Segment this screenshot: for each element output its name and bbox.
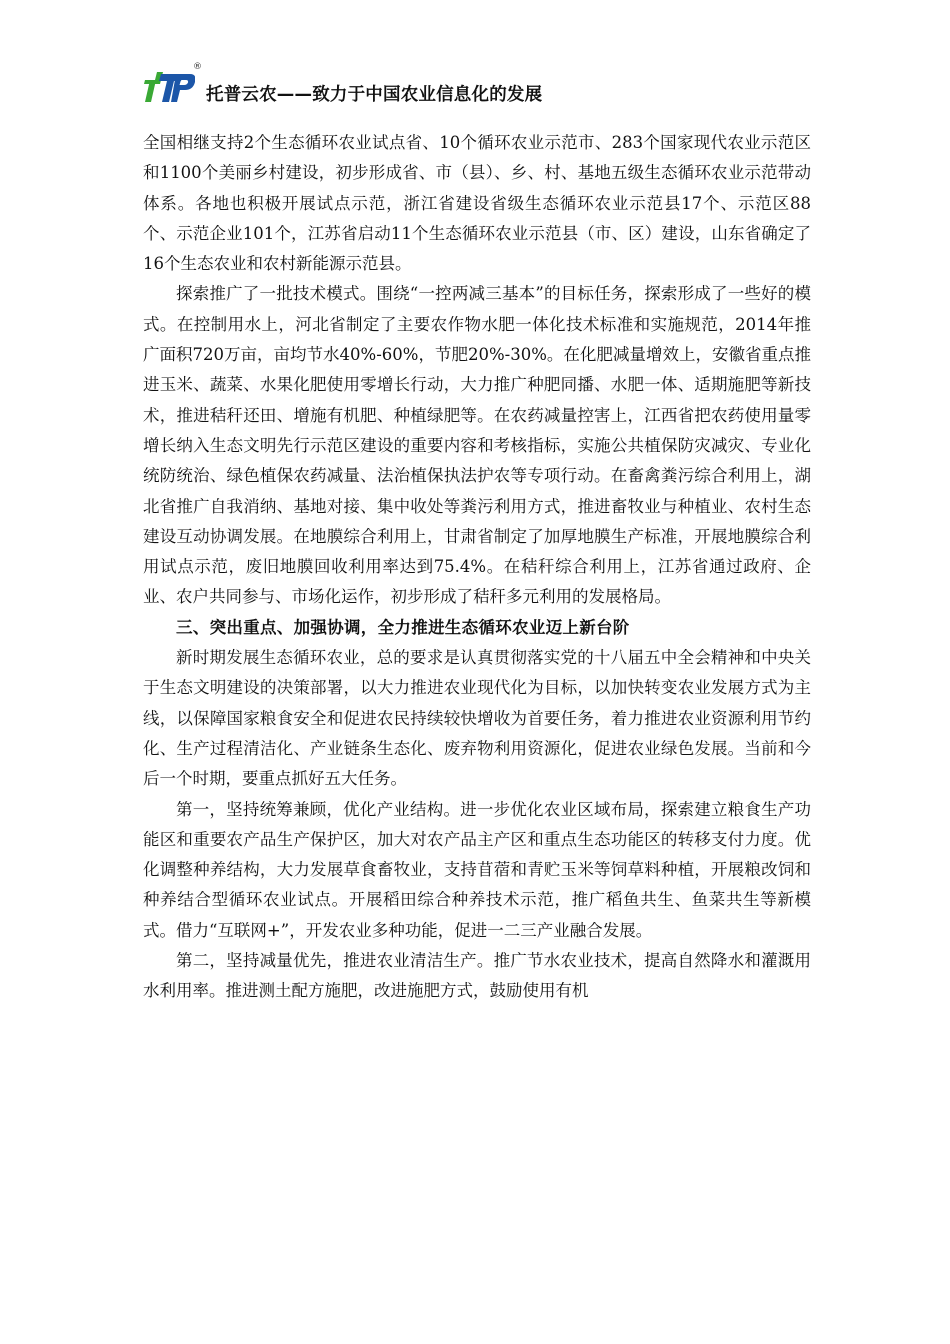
paragraph-technical-models: 探索推广了一批技术模式。围绕“一控两减三基本”的目标任务，探索形成了一些好的模式。在控制用水上，河北省制定了主要农作物水肥一体化技术标准和实施规范，2014年推广面积720万亩，亩均节水40%-60%，节肥20%-30%。在化肥减量增效上，安徽省重点推进玉米、蔬菜、水果化肥使用零增长行动，大力推广种肥同播、水肥一体、适期施肥等新技术，推进秸秆还田、增施有机肥、种植绿肥等。在农药减量控害上，江西省把农药使用量零增长纳入生态文明先行示范区建设的重要内容和考核指标，实施公共植保防灾减灾、专业化统防统治、绿色植保农药减量、法治植保执法护农等专项行动。在畜禽粪污综合利用上，湖北省推广自我消纳、基地对接、集中收处等粪污利用方式，推进畜牧业与种植业、农村生态建设互动协调发展。在地膜综合利用上，甘肃省制定了加厚地膜生产标准，开展地膜综合利用试点示范，废旧地膜回收利用率达到75.4%。在秸秆综合利用上，江苏省通过政府、企业、农户共同参与、市场化运作，初步形成了秸秆多元利用的发展格局。 [143, 284, 811, 607]
tp-logo-icon [143, 68, 195, 104]
paragraph-task-one: 第一，坚持统筹兼顾，优化产业结构。进一步优化农业区域布局，探索建立粮食生产功能区和重要农产品生产保护区，加大对农产品主产区和重点生态功能区的转移支付力度。优化调整种养结构，大力发展草食畜牧业，支持苜蓿和青贮玉米等饲草料种植，开展粮改饲和种养结合型循环农业试点。开展稻田综合种养技术示范，推广稻鱼共生、鱼菜共生等新模式。借力“互联网+”，开发农业多种功能，促进一二三产业融合发展。 [143, 799, 811, 940]
registered-mark: ® [193, 62, 202, 72]
document-body [143, 128, 811, 1007]
page-header [143, 60, 843, 120]
paragraph-continuation: 全国相继支持2个生态循环农业试点省、10个循环农业示范市、283个国家现代农业示范区和1100个美丽乡村建设，初步形成省、市（县）、乡、村、基地五级生态循环农业示范带动体系。各地也积极开展试点示范，浙江省建设省级生态循环农业示范县17个、示范区88个、示范企业101个，江苏省启动11个生态循环农业示范县（市、区）建设，山东省确定了16个生态农业和农村新能源示范县。 [143, 133, 811, 274]
header-tagline: 托普云农——致力于中国农业信息化的发展 [206, 85, 543, 105]
section-heading-3: 三、突出重点、加强协调，全力推进生态循环农业迈上新台阶 [176, 617, 630, 637]
paragraph-general-requirements: 新时期发展生态循环农业，总的要求是认真贯彻落实党的十八届五中全会精神和中央关于生态文明建设的决策部署，以大力推进农业现代化为目标，以加快转变农业发展方式为主线，以保障国家粮食安全和促进农民持续较快增收为首要任务，着力推进农业资源利用节约化、生产过程清洁化、产业链条生态化、废弃物利用资源化，促进农业绿色发展。当前和今后一个时期，要重点抓好五大任务。 [143, 648, 811, 789]
paragraph-task-two: 第二，坚持减量优先，推进农业清洁生产。推广节水农业技术，提高自然降水和灌溉用水利用率。推进测土配方施肥，改进施肥方式，鼓励使用有机 [143, 951, 811, 1001]
